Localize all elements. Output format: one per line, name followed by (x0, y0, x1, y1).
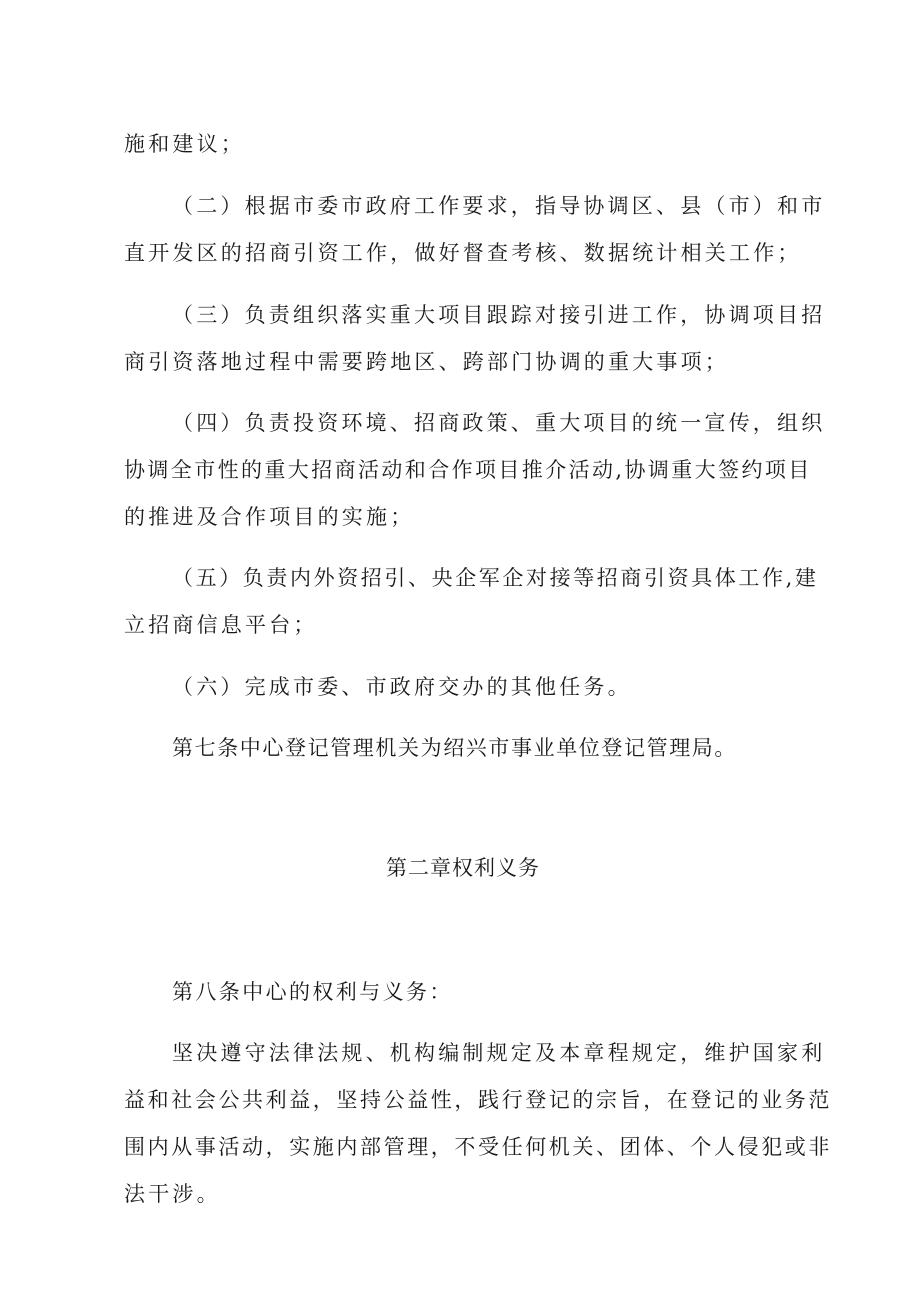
text-line: 法干涉。 (124, 1182, 221, 1206)
text-line: 益和社会公共利益，坚持公益性，践行登记的宗旨，在登记的业务范 (124, 1088, 832, 1112)
text-line: 立招商信息平台； (124, 613, 318, 637)
text-line: 第七条中心登记管理机关为绍兴市事业单位登记管理局。 (172, 736, 737, 760)
text-line: 第八条中心的权利与义务： (172, 980, 453, 1004)
text-line: 的推进及合作项目的实施； (124, 505, 415, 529)
text-line: （四）负责投资环境、招商政策、重大项目的统一宣传，组织 (172, 411, 826, 435)
text-line: （二）根据市委市政府工作要求，指导协调区、县（市）和市 (172, 194, 826, 218)
text-line: 直开发区的招商引资工作，做好督查考核、数据统计相关工作； (124, 241, 802, 265)
text-line: 施和建议； (124, 132, 245, 156)
text-line: 协调全市性的重大招商活动和合作项目推介活动,协调重大签约项目 (124, 458, 812, 482)
text-line: （六）完成市委、市政府交办的其他任务。 (172, 675, 632, 699)
text-line: （五）负责内外资招引、央企军企对接等招商引资具体工作,建 (172, 566, 819, 590)
text-line: 商引资落地过程中需要跨地区、跨部门协调的重大事项； (124, 350, 729, 374)
chapter-heading: 第二章权利义务 (386, 856, 540, 880)
text-line: （三）负责组织落实重大项目跟踪对接引进工作，协调项目招 (172, 303, 826, 327)
text-line: 坚决遵守法律法规、机构编制规定及本章程规定，维护国家利 (172, 1041, 826, 1065)
text-line: 围内从事活动，实施内部管理，不受任何机关、团体、个人侵犯或非 (124, 1135, 832, 1159)
